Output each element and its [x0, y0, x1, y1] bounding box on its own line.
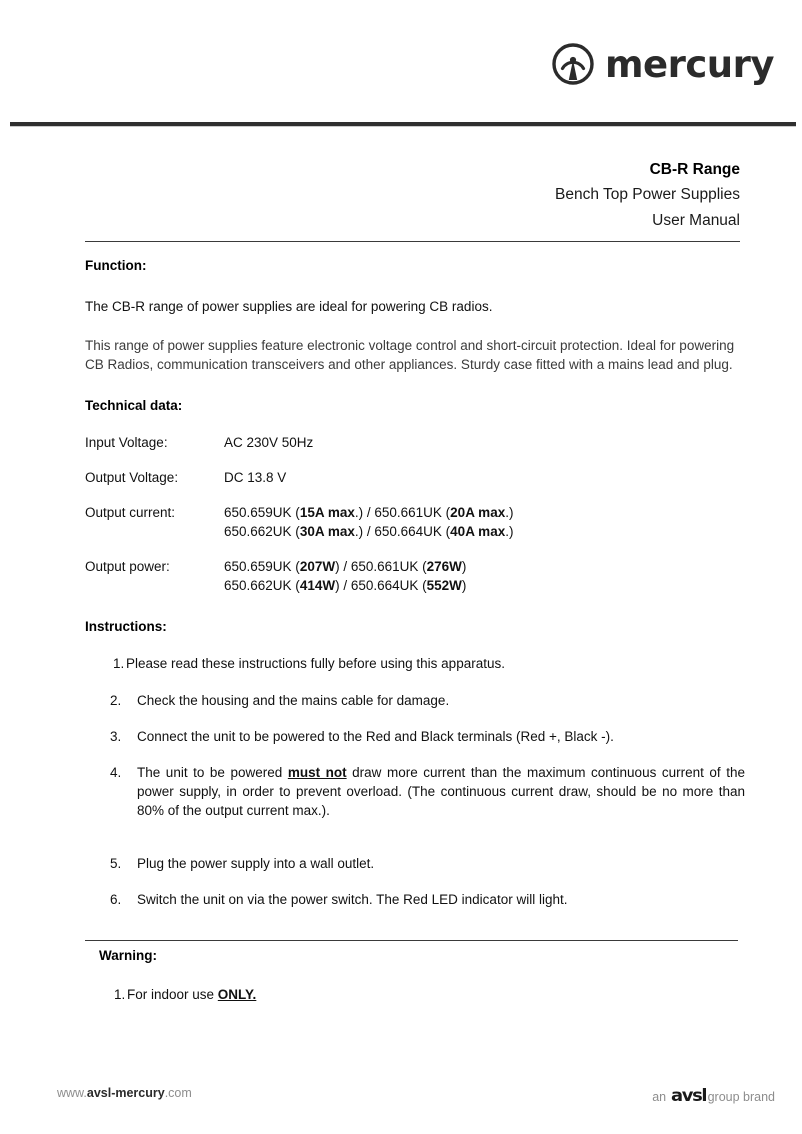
- list-item-text: The unit to be powered must not draw more current than the maximum continuous current of the power supply, in order to prevent overload. (The continuous current draw, should be no more than 80% of the output current max.).: [137, 765, 745, 818]
- list-item-text: Switch the unit on via the power switch. The Red LED indicator will light.: [137, 892, 568, 907]
- list-item: [85, 890, 745, 909]
- function-heading: Function:: [85, 258, 147, 273]
- list-item-number: 6.: [110, 892, 122, 907]
- spec-value-line: 650.659UK (15A max.) / 650.661UK (20A max.): [224, 505, 514, 520]
- list-item: [85, 854, 745, 873]
- list-item-text: Plug the power supply into a wall outlet.: [137, 856, 375, 871]
- document-title-block: [85, 158, 740, 234]
- spec-label: Output Voltage:: [85, 470, 179, 485]
- spec-row: [85, 468, 745, 487]
- spec-value-line: 650.662UK (30A max.) / 650.664UK (40A max.): [224, 524, 514, 539]
- warning-section: [99, 948, 739, 1004]
- emphasis-only: ONLY.: [217, 987, 257, 1002]
- list-item-text: Please read these instructions fully before using this apparatus.: [126, 656, 505, 671]
- document-body: [85, 258, 745, 909]
- warning-divider: [85, 940, 738, 941]
- function-paragraph-2: This range of power supplies feature electronic voltage control and short-circuit protection. Ideal for powering CB Radios, communication transceivers and other appliances. Sturdy case fitted with a mains lead and plug.: [85, 338, 735, 372]
- footer-website[interactable]: [57, 1086, 192, 1100]
- list-item-number: 4.: [110, 765, 122, 780]
- brand-wordmark: mercury: [604, 42, 774, 86]
- technical-heading: Technical data:: [85, 398, 183, 413]
- warning-item-text: For indoor use ONLY.: [127, 987, 257, 1002]
- footer-url-domain: avsl-mercury: [86, 1086, 165, 1100]
- footer-suffix-text: group brand: [707, 1090, 775, 1104]
- list-item: [85, 654, 745, 673]
- spec-row: [85, 503, 745, 541]
- brand-logo: [551, 42, 774, 86]
- list-item-text: Check the housing and the mains cable for damage.: [137, 693, 450, 708]
- spec-row: [85, 557, 745, 595]
- function-paragraph-1: The CB-R range of power supplies are ideal for powering CB radios.: [85, 299, 493, 314]
- warning-list-item: [99, 985, 739, 1004]
- footer-group-brand: [652, 1086, 775, 1105]
- page-subtitle-2: User Manual: [652, 212, 740, 229]
- list-item-number: 3.: [110, 729, 122, 744]
- header-rule: [10, 122, 796, 126]
- spec-value: [224, 503, 745, 541]
- emphasis-must-not: must not: [287, 765, 347, 780]
- spec-value-line: 650.659UK (207W) / 650.661UK (276W): [224, 559, 467, 574]
- list-item: [85, 727, 745, 746]
- spec-value-line: DC 13.8 V: [224, 470, 287, 485]
- list-item-number: 1.: [113, 656, 125, 671]
- title-divider: [85, 241, 740, 242]
- spec-value-line: AC 230V 50Hz: [224, 435, 314, 450]
- page-subtitle: Bench Top Power Supplies: [555, 186, 740, 203]
- spec-label: Output power:: [85, 559, 170, 574]
- spec-row: [85, 433, 745, 452]
- list-item: [85, 691, 745, 710]
- antenna-circle-icon: [551, 42, 595, 86]
- footer-url-prefix: www.: [57, 1086, 87, 1100]
- page-title: CB-R Range: [649, 161, 740, 178]
- footer-prefix-text: an: [652, 1090, 667, 1104]
- spec-value: [224, 468, 745, 487]
- footer-url-suffix: .com: [164, 1086, 192, 1100]
- list-item: [85, 763, 745, 820]
- instructions-heading: Instructions:: [85, 619, 167, 634]
- warning-heading: Warning:: [99, 948, 157, 963]
- avsl-logo: avsl: [671, 1085, 707, 1105]
- spec-label: Output current:: [85, 505, 176, 520]
- spec-value-line: 650.662UK (414W) / 650.664UK (552W): [224, 578, 467, 593]
- spec-value: [224, 557, 745, 595]
- spec-value: [224, 433, 745, 452]
- warning-item-number: 1.: [114, 987, 126, 1002]
- list-item-text: Connect the unit to be powered to the Red and Black terminals (Red +, Black -).: [137, 729, 614, 744]
- spec-label: Input Voltage:: [85, 435, 168, 450]
- list-item-number: 2.: [110, 693, 122, 708]
- list-item-number: 5.: [110, 856, 122, 871]
